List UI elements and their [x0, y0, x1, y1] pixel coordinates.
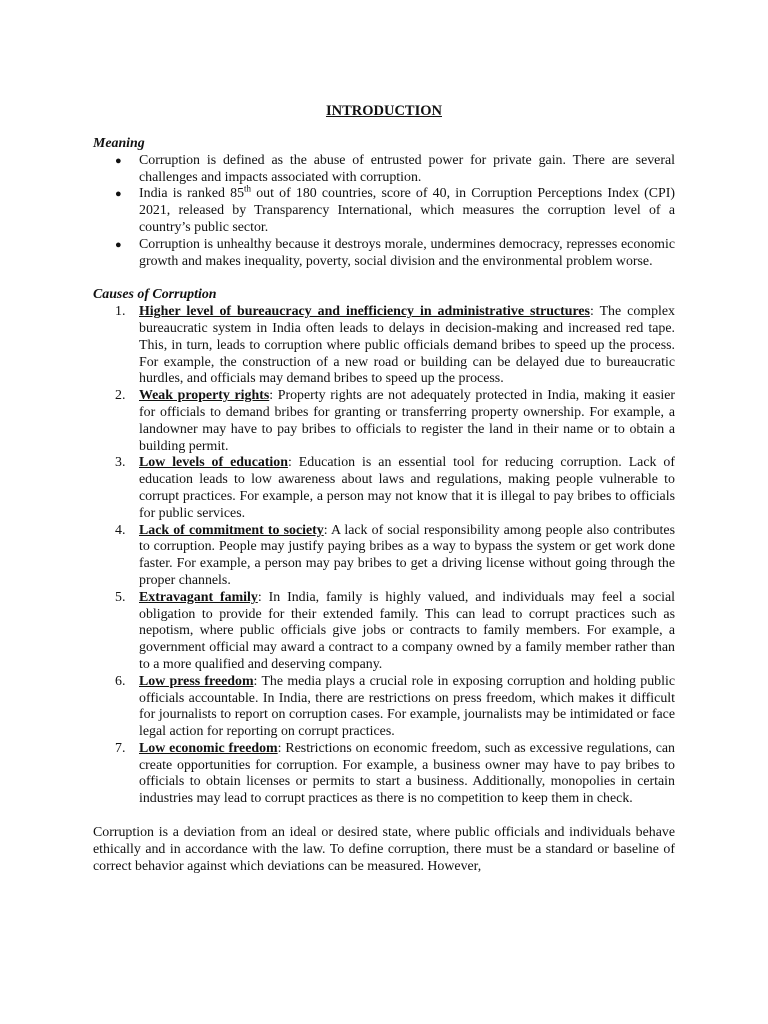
meaning-list	[93, 153, 675, 271]
section-spacer	[93, 270, 675, 287]
causes-list	[93, 304, 675, 808]
item-number: 2.	[115, 388, 126, 404]
list-item	[93, 674, 675, 741]
list-item	[93, 304, 675, 388]
item-number: 6.	[115, 673, 126, 689]
list-item-text: Corruption is unhealthy because it destroys morale, undermines democracy, represses economic growth and makes inequality, poverty, social division and the environmental problem worse.	[139, 236, 675, 269]
cause-term: Lack of commitment to society	[139, 522, 324, 538]
cause-description: : A lack of social responsibility among people also contributes to corruption. People may justify paying bribes as a way to bypass the system or get work done faster. For example, a person may pay bribes to get a driving license without going through the proper channels.	[139, 522, 675, 588]
item-number: 3.	[115, 455, 126, 471]
cause-term: Low press freedom	[139, 673, 254, 689]
cause-term: Low levels of education	[139, 455, 288, 471]
cause-term: Extravagant family	[139, 589, 258, 605]
cause-description: : The complex bureaucratic system in India often leads to delays in decision-making and increased red tape. This, in turn, leads to corruption where public officials demand bribes to speed up the process. For example, the construction of a new road or building can be delayed due to bureaucratic hurdles, and officials may demand bribes to speed up the process.	[139, 304, 676, 387]
bullet-icon: ●	[115, 238, 122, 251]
list-item	[93, 388, 675, 455]
bullet-icon: ●	[115, 188, 122, 201]
list-item	[93, 741, 675, 808]
item-number: 4.	[115, 522, 126, 538]
cause-term: Weak property rights	[139, 388, 270, 404]
item-number: 7.	[115, 740, 126, 756]
cause-term: Low economic freedom	[139, 740, 278, 756]
list-item	[93, 590, 675, 674]
cause-description: : In India, family is highly valued, and individuals may feel a social obligation to provide for their extended family. This can lead to corrupt practices such as nepotism, where public officials give jobs or contracts to family members. For example, a government official may award a contract to a company owned by a family member rather than to a more qualified and deserving company.	[139, 589, 675, 672]
cause-description: : The media plays a crucial role in exposing corruption and holding public officials accountable. In India, there are restrictions on press freedom, which makes it difficult for journalists to report on corruption cases. For example, journalists may be intimidated or face legal action for reporting on corrupt practices.	[139, 673, 675, 740]
cause-description: : Restrictions on economic freedom, such as excessive regulations, can create opportunities for corruption. For example, a business owner may have to pay bribes to officials to obtain licenses or permits to start a business. Additionally, monopolies in certain industries may lead to corrupt practices as there is no competition to keep them in check.	[139, 740, 676, 807]
section-spacer	[93, 808, 675, 825]
cause-description: : Property rights are not adequately protected in India, making it easier for officials to demand bribes for granting or transferring property ownership. For example, a landowner may have to pay bribes to officials to register the land in their name or to obtain a building permit.	[139, 388, 676, 454]
closing-paragraph: Corruption is a deviation from an ideal or desired state, where public officials and individuals behave ethically and in accordance with the law. To define corruption, there must be a standard or baseline of correct behavior against which deviations can be measured. However,	[93, 825, 675, 874]
list-item-text-end: out of 180 countries, score of 40, in Corruption Perceptions Index (CPI) 2021, released by Transparency International, which measures the corruption level of a country’s public sector.	[139, 186, 675, 235]
causes-heading: Causes of Corruption	[93, 287, 217, 303]
list-item	[93, 237, 675, 271]
item-number: 1.	[115, 304, 126, 320]
list-item	[93, 523, 675, 590]
list-item	[93, 455, 675, 522]
document-page	[93, 102, 675, 875]
item-number: 5.	[115, 589, 126, 605]
cause-term: Higher level of bureaucracy and inefficiency in administrative structures	[139, 304, 590, 320]
list-item	[93, 153, 675, 187]
list-item	[93, 183, 675, 236]
bullet-icon: ●	[115, 154, 122, 167]
meaning-heading: Meaning	[93, 136, 145, 151]
cause-description: : Education is an essential tool for reducing corruption. Lack of education leads to low awareness about laws and regulations, making people vulnerable to corrupt practices. For example, a person may not know that it is illegal to pay bribes to officials for public services.	[139, 455, 675, 521]
page-title: INTRODUCTION	[325, 103, 442, 119]
list-item-text-start: India is ranked 85	[139, 186, 245, 202]
list-item-text: Corruption is defined as the abuse of entrusted power for private gain. There are several challenges and impacts associated with corruption.	[139, 152, 675, 185]
ordinal-suffix: th	[244, 183, 252, 194]
